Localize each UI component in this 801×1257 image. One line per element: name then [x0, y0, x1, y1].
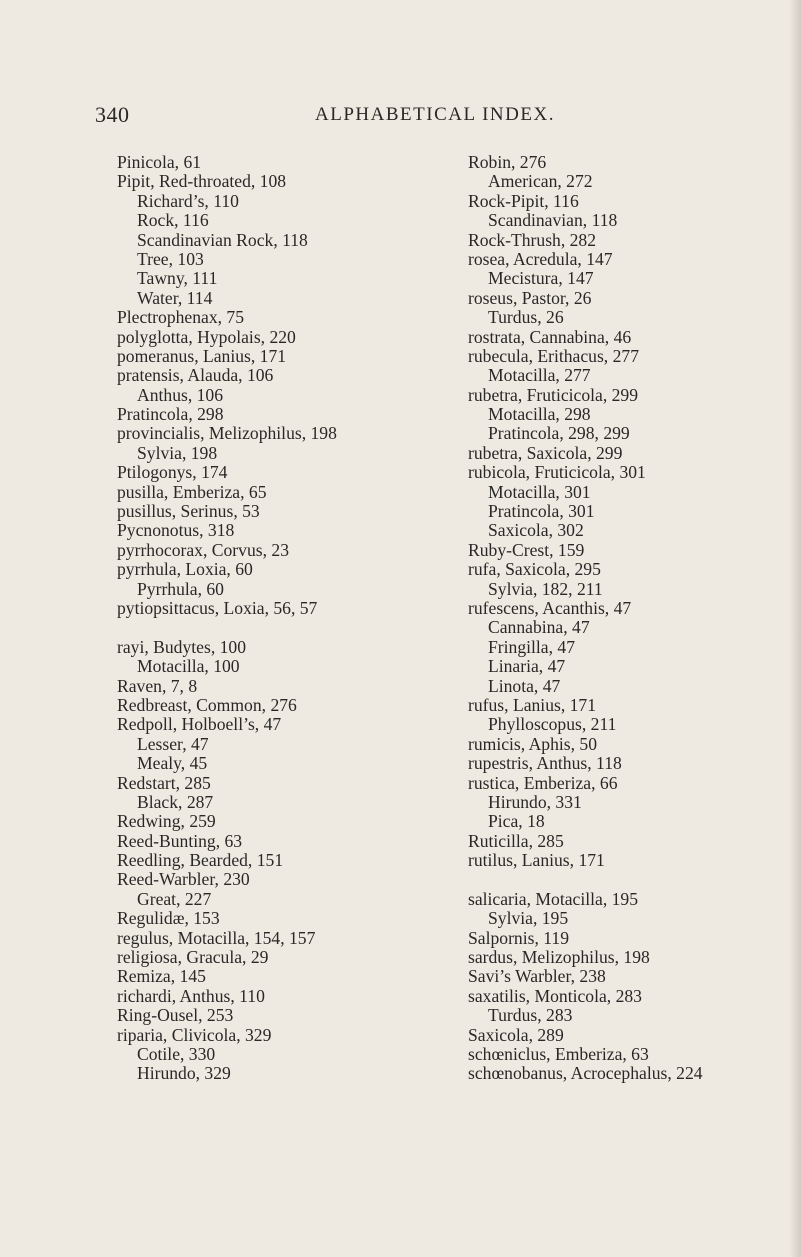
index-entry: pyrrhocorax, Corvus, 23 — [117, 539, 289, 560]
index-subentry: Motacilla, 100 — [137, 656, 240, 677]
index-entry: rufus, Lanius, 171 — [468, 694, 597, 715]
index-entry: Redbreast, Common, 276 — [117, 694, 297, 715]
index-entry: Ruby-Crest, 159 — [468, 539, 585, 560]
index-entry: rupestris, Anthus, 118 — [468, 753, 622, 774]
index-entry: Raven, 7, 8 — [117, 675, 198, 696]
index-subentry: Phylloscopus, 211 — [488, 714, 617, 735]
index-entry: schœnobanus, Acrocephalus, 224 — [468, 1063, 703, 1084]
running-title: ALPHABETICAL INDEX. — [315, 104, 555, 125]
index-entry: rosea, Acredula, 147 — [468, 248, 613, 269]
index-entry: rutilus, Lanius, 171 — [468, 850, 605, 871]
index-entry: Plectrophenax, 75 — [117, 307, 245, 328]
index-subentry: Motacilla, 301 — [488, 481, 591, 502]
index-entry: rubetra, Fruticicola, 299 — [468, 384, 639, 405]
index-entry: pomeranus, Lanius, 171 — [117, 345, 287, 366]
index-entry: rufa, Saxicola, 295 — [468, 559, 601, 580]
index-subentry: Linaria, 47 — [488, 656, 566, 677]
index-entry: pyrrhula, Loxia, 60 — [117, 559, 253, 580]
index-entry: religiosa, Gracula, 29 — [117, 947, 269, 968]
index-subentry: Lesser, 47 — [137, 733, 209, 754]
index-entry: Ptilogonys, 174 — [117, 462, 228, 483]
index-subentry: Water, 114 — [137, 287, 213, 308]
page-number: 340 — [95, 102, 130, 127]
index-subentry: Scandinavian Rock, 118 — [137, 229, 308, 250]
index-subentry: Hirundo, 329 — [137, 1063, 231, 1084]
index-entry: Salpornis, 119 — [468, 927, 570, 948]
index-subentry: Tree, 103 — [137, 248, 204, 269]
index-entry: provincialis, Melizophilus, 198 — [117, 423, 337, 444]
index-subentry: Motacilla, 277 — [488, 365, 591, 386]
index-entry: Pycnonotus, 318 — [117, 520, 235, 541]
index-entry: rubicola, Fruticicola, 301 — [468, 462, 646, 483]
index-entry: Savi’s Warbler, 238 — [468, 966, 606, 987]
index-subentry: Linota, 47 — [488, 675, 561, 696]
index-entry: pratensis, Alauda, 106 — [117, 365, 274, 386]
index-subentry: Fringilla, 47 — [488, 636, 575, 657]
index-subentry: Pratincola, 301 — [488, 501, 595, 522]
index-entry: Reed-Warbler, 230 — [117, 869, 250, 890]
index-subentry: Saxicola, 302 — [488, 520, 584, 541]
index-entry: richardi, Anthus, 110 — [117, 985, 265, 1006]
index-entry: polyglotta, Hypolais, 220 — [117, 326, 296, 347]
index-entry: Redstart, 285 — [117, 772, 211, 793]
index-entry: riparia, Clivicola, 329 — [117, 1024, 272, 1045]
index-entry: Robin, 276 — [468, 152, 547, 172]
index-subentry: Pica, 18 — [488, 811, 545, 832]
index-entry: pytiopsittacus, Loxia, 56, 57 — [117, 597, 318, 618]
index-entry: Saxicola, 289 — [468, 1024, 564, 1045]
index-entry: Rock-Thrush, 282 — [468, 229, 597, 250]
index-subentry: Pyrrhula, 60 — [137, 578, 224, 599]
page-edge-shadow — [789, 0, 801, 1257]
index-subentry: Sylvia, 182, 211 — [488, 578, 603, 599]
index-entry: rayi, Budytes, 100 — [117, 636, 247, 657]
index-entry: roseus, Pastor, 26 — [468, 287, 592, 308]
index-entry: Remiza, 145 — [117, 966, 206, 987]
index-entry: pusillus, Serinus, 53 — [117, 501, 260, 522]
index-subentry: Richard’s, 110 — [137, 190, 239, 211]
index-subentry: American, 272 — [488, 171, 593, 192]
index-entry: schœniclus, Emberiza, 63 — [468, 1043, 649, 1064]
index-entry: rubetra, Saxicola, 299 — [468, 442, 623, 463]
index-subentry: Pratincola, 298, 299 — [488, 423, 630, 444]
index-entry: Pipit, Red-throated, 108 — [117, 171, 287, 192]
index-subentry: Hirundo, 331 — [488, 791, 582, 812]
index-entry: Ring-Ousel, 253 — [117, 1005, 234, 1026]
index-entry: Pratincola, 298 — [117, 404, 224, 425]
index-subentry: Sylvia, 195 — [488, 908, 569, 929]
index-entry: Redwing, 259 — [117, 811, 216, 832]
index-subentry: Cannabina, 47 — [488, 617, 590, 638]
index-subentry: Black, 287 — [137, 791, 214, 812]
index-subentry: Sylvia, 198 — [137, 442, 218, 463]
index-entry: Regulidæ, 153 — [117, 908, 220, 929]
index-entry: rumicis, Aphis, 50 — [468, 733, 598, 754]
page-header — [95, 102, 735, 128]
index-subentry: Turdus, 26 — [488, 307, 564, 328]
index-entry: sardus, Melizophilus, 198 — [468, 947, 650, 968]
index-entry: rostrata, Cannabina, 46 — [468, 326, 632, 347]
index-entry: Reed-Bunting, 63 — [117, 830, 243, 851]
index-column-right — [468, 153, 788, 1084]
index-subentry: Anthus, 106 — [137, 384, 224, 405]
index-column-left — [117, 153, 447, 1084]
index-entry: Ruticilla, 285 — [468, 830, 564, 851]
index-subentry: Mecistura, 147 — [488, 268, 594, 289]
index-entry: rufescens, Acanthis, 47 — [468, 597, 632, 618]
index-subentry: Rock, 116 — [137, 210, 209, 231]
index-entry: Reedling, Bearded, 151 — [117, 850, 284, 871]
index-entry: salicaria, Motacilla, 195 — [468, 888, 639, 909]
index-entry: regulus, Motacilla, 154, 157 — [117, 927, 316, 948]
index-entry: Rock-Pipit, 116 — [468, 190, 579, 211]
index-entry: saxatilis, Monticola, 283 — [468, 985, 642, 1006]
index-entry: Redpoll, Holboell’s, 47 — [117, 714, 282, 735]
index-subentry: Motacilla, 298 — [488, 404, 591, 425]
index-subentry: Scandinavian, 118 — [488, 210, 618, 231]
index-subentry: Great, 227 — [137, 888, 212, 909]
index-subentry: Mealy, 45 — [137, 753, 208, 774]
index-entry: pusilla, Emberiza, 65 — [117, 481, 267, 502]
index-entry: rustica, Emberiza, 66 — [468, 772, 618, 793]
index-subentry: Cotile, 330 — [137, 1043, 216, 1064]
index-subentry: Tawny, 111 — [137, 268, 218, 289]
index-entry: rubecula, Erithacus, 277 — [468, 345, 639, 366]
index-entry: Pinicola, 61 — [117, 152, 202, 172]
index-subentry: Turdus, 283 — [488, 1005, 573, 1026]
